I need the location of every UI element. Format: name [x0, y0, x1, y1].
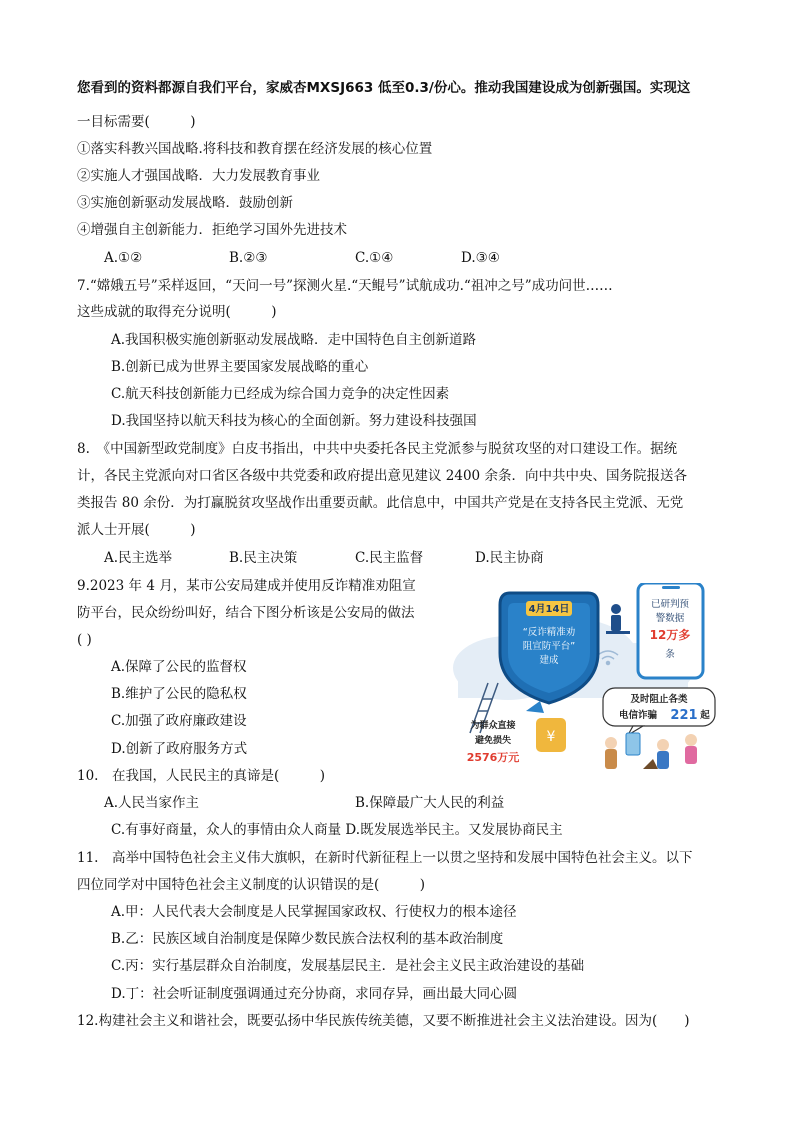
q7-option-d: D.我国坚持以航天科技为核心的全面创新。努力建设科技强国 — [111, 413, 477, 429]
q11-option-b: B.乙：民族区域自治制度是保障少数民族合法权利的基本政治制度 — [111, 931, 504, 947]
q8-line-4: 派人士开展( ) — [77, 522, 196, 538]
q8-option-c: C.民主监督 — [355, 550, 424, 566]
q8-line-1: 8. 《中国新型政党制度》白皮书指出，中共中央委托各民主党派参与脱贫攻坚的对口建设工作。据统 — [77, 441, 678, 457]
q6-option-c: C.①④ — [355, 250, 394, 266]
q10-option-a: A.人民当家作主 — [104, 795, 200, 811]
q7-option-c: C.航天科技创新能力已经成为综合国力竞争的决定性因素 — [111, 386, 450, 402]
q6-option-b: B.②③ — [229, 250, 268, 266]
anti-fraud-infographic — [448, 583, 718, 778]
q6-item-4: ④增强自主创新能力．拒绝学习国外先进技术 — [77, 222, 347, 238]
q6-item-1: ①落实科教兴国战略.将科技和教育摆在经济发展的核心位置 — [77, 141, 433, 157]
shield-date: 4月14日 — [528, 604, 570, 615]
q6-item-2: ②实施人才强国战略．大力发展教育事业 — [77, 168, 320, 184]
q8-line-3: 类报告 80 余份．为打赢脱贫攻坚战作出重要贡献。此信息中，中国共产党是在支持各民主党派、无党 — [77, 495, 684, 511]
q10-option-b: B.保障最广大人民的利益 — [355, 795, 505, 811]
q7-stem-2: 这些成就的取得充分说明( ) — [77, 304, 277, 320]
q7-stem-1: 7.“嫦娥五号”采样返回，“天问一号”探测火星.“天鲲号”试航成功.“祖冲之号”成功问世…… — [77, 278, 613, 294]
q6-item-3: ③实施创新驱动发展战略．鼓励创新 — [77, 195, 293, 211]
shield-text-3: 建成 — [539, 655, 559, 666]
phone-text-4: 条 — [665, 649, 675, 660]
money-bag-icon — [526, 701, 566, 752]
shield-text-1: “反诈精准劝 — [522, 627, 576, 638]
q8-option-a: A.民主选举 — [104, 550, 173, 566]
q9-line-1: 9.2023 年 4 月，某市公安局建成并使用反诈精准劝阻宣 — [77, 578, 416, 594]
loss-amount: 2576万元 — [466, 751, 520, 764]
q6-option-d: D.③④ — [461, 250, 500, 266]
loss-text-1: 为群众直接 — [470, 721, 516, 731]
q7-option-b: B.创新已成为世界主要国家发展战略的重心 — [111, 359, 369, 375]
loss-text-2: 避免损失 — [474, 736, 512, 746]
q11-option-a: A.甲：人民代表大会制度是人民掌握国家政权、行使权力的根本途径 — [111, 904, 517, 920]
q9-option-a: A.保障了公民的监督权 — [111, 659, 247, 675]
q8-line-2: 计，各民主党派向对口省区各级中共党委和政府提出意见建议 2400 余条．向中共中央、国务院报送各 — [77, 468, 687, 484]
q11-option-c: C.丙：实行基层群众自治制度，发展基层民主．是社会主义民主政治建设的基础 — [111, 958, 585, 974]
q11-line-2: 四位同学对中国特色社会主义制度的认识错误的是( ) — [77, 877, 426, 893]
shield-text-2: 阻宣防平台” — [522, 641, 576, 652]
bubble-count: 221 — [670, 708, 698, 723]
q11-line-1: 11. 高举中国特色社会主义伟大旗帜，在新时代新征程上一以贯之坚持和发展中国特色社会主义。以下 — [77, 850, 693, 866]
people-illustration — [605, 733, 697, 769]
q9-option-d: D.创新了政府服务方式 — [111, 741, 248, 757]
bubble-text-3: 起 — [700, 710, 710, 721]
q7-option-a: A.我国积极实施创新驱动发展战略．走中国特色自主创新道路 — [111, 332, 477, 348]
header-line: 您看到的资料都源自我们平台，家威杏MXSJ663 低至0.3/份心。推动我国建设成为创新强国。实现这 — [77, 80, 691, 96]
q11-option-d: D.丁：社会听证制度强调通过充分协商，求同存异，画出最大同心圆 — [111, 986, 518, 1002]
q6-stem: 一目标需要( ) — [77, 114, 196, 130]
q8-option-d: D.民主协商 — [475, 550, 544, 566]
q10-option-cd: C.有事好商量，众人的事情由众人商量 D.既发展选举民主。又发展协商民主 — [111, 822, 563, 838]
q12-stem: 12.构建社会主义和谐社会，既要弘扬中华民族传统美德，又要不断推进社会主义法治建设。因为( ) — [77, 1013, 690, 1029]
q9-option-c: C.加强了政府廉政建设 — [111, 713, 247, 729]
phone-text-3: 12万多 — [649, 628, 691, 642]
q6-option-a: A.①② — [104, 250, 143, 266]
q9-line-3: ( ) — [77, 632, 92, 648]
q9-option-b: B.维护了公民的隐私权 — [111, 686, 247, 702]
q8-option-b: B.民主决策 — [229, 550, 298, 566]
bubble-text-1: 及时阻止各类 — [630, 694, 688, 705]
phone-text-2: 警数据 — [655, 613, 685, 624]
svg-text:¥: ¥ — [546, 729, 556, 745]
phone-text-1: 已研判预 — [650, 599, 690, 610]
q9-line-2: 防平台，民众纷纷叫好，结合下图分析该是公安局的做法 — [77, 605, 415, 621]
bubble-text-2: 电信诈骗 — [618, 710, 658, 721]
q10-stem: 10. 在我国，人民民主的真谛是( ) — [77, 768, 326, 784]
